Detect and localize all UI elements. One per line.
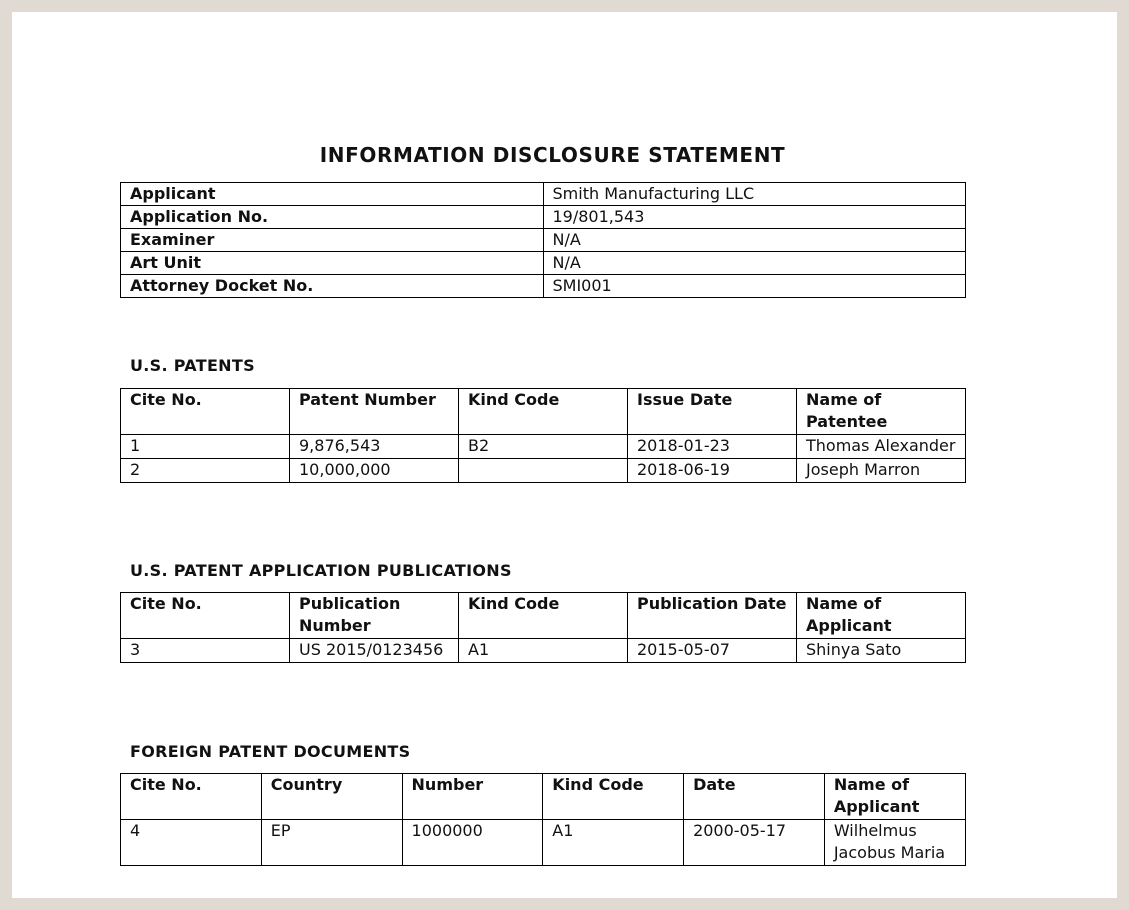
table-row	[121, 275, 966, 298]
kind-code: A1	[543, 820, 684, 866]
document-title: INFORMATION DISCLOSURE STATEMENT	[319, 143, 786, 167]
column-header: Publication Date	[628, 593, 797, 639]
publication-number: US 2015/0123456	[290, 639, 459, 663]
patentee-name: Joseph Marron	[797, 459, 966, 483]
kind-code: A1	[459, 639, 628, 663]
document-date: 2000-05-17	[684, 820, 825, 866]
info-label: Examiner	[121, 229, 544, 252]
column-header: Cite No.	[121, 593, 290, 639]
table-row	[121, 183, 966, 206]
table-header-row	[121, 774, 966, 820]
column-header: Name of Applicant	[797, 593, 966, 639]
column-header: Kind Code	[543, 774, 684, 820]
table-row	[121, 820, 966, 866]
us-applications-heading: U.S. PATENT APPLICATION PUBLICATIONS	[130, 561, 512, 580]
column-header: Issue Date	[628, 389, 797, 435]
cite-number: 1	[121, 435, 290, 459]
table-row	[121, 206, 966, 229]
patent-number: 10,000,000	[290, 459, 459, 483]
kind-code: B2	[459, 435, 628, 459]
us-patents-table	[120, 388, 966, 483]
publication-date: 2015-05-07	[628, 639, 797, 663]
column-header: Patent Number	[290, 389, 459, 435]
cite-number: 2	[121, 459, 290, 483]
column-header: Cite No.	[121, 389, 290, 435]
table-row	[121, 639, 966, 663]
info-label: Application No.	[121, 206, 544, 229]
column-header: Kind Code	[459, 389, 628, 435]
table-row	[121, 229, 966, 252]
column-header: Number	[402, 774, 543, 820]
info-value: N/A	[543, 252, 966, 275]
table-header-row	[121, 389, 966, 435]
table-row	[121, 435, 966, 459]
column-header: Cite No.	[121, 774, 262, 820]
column-header: Name of Patentee	[797, 389, 966, 435]
document-number: 1000000	[402, 820, 543, 866]
info-label: Art Unit	[121, 252, 544, 275]
us-applications-table	[120, 592, 966, 663]
column-header: Country	[261, 774, 402, 820]
cite-number: 3	[121, 639, 290, 663]
country: EP	[261, 820, 402, 866]
info-value: SMI001	[543, 275, 966, 298]
info-label: Applicant	[121, 183, 544, 206]
patentee-name: Thomas Alexander	[797, 435, 966, 459]
kind-code	[459, 459, 628, 483]
issue-date: 2018-06-19	[628, 459, 797, 483]
column-header: Name of Applicant	[824, 774, 965, 820]
table-header-row	[121, 593, 966, 639]
us-patents-heading: U.S. PATENTS	[130, 356, 255, 375]
foreign-patents-table	[120, 773, 966, 866]
applicant-name: Shinya Sato	[797, 639, 966, 663]
issue-date: 2018-01-23	[628, 435, 797, 459]
applicant-name: Wilhelmus Jacobus Maria	[824, 820, 965, 866]
applicant-info-table	[120, 182, 966, 298]
table-row	[121, 252, 966, 275]
info-value: N/A	[543, 229, 966, 252]
foreign-patents-heading: FOREIGN PATENT DOCUMENTS	[130, 742, 411, 761]
column-header: Date	[684, 774, 825, 820]
table-row	[121, 459, 966, 483]
cite-number: 4	[121, 820, 262, 866]
patent-number: 9,876,543	[290, 435, 459, 459]
info-value: 19/801,543	[543, 206, 966, 229]
column-header: Publication Number	[290, 593, 459, 639]
info-label: Attorney Docket No.	[121, 275, 544, 298]
column-header: Kind Code	[459, 593, 628, 639]
info-value: Smith Manufacturing LLC	[543, 183, 966, 206]
